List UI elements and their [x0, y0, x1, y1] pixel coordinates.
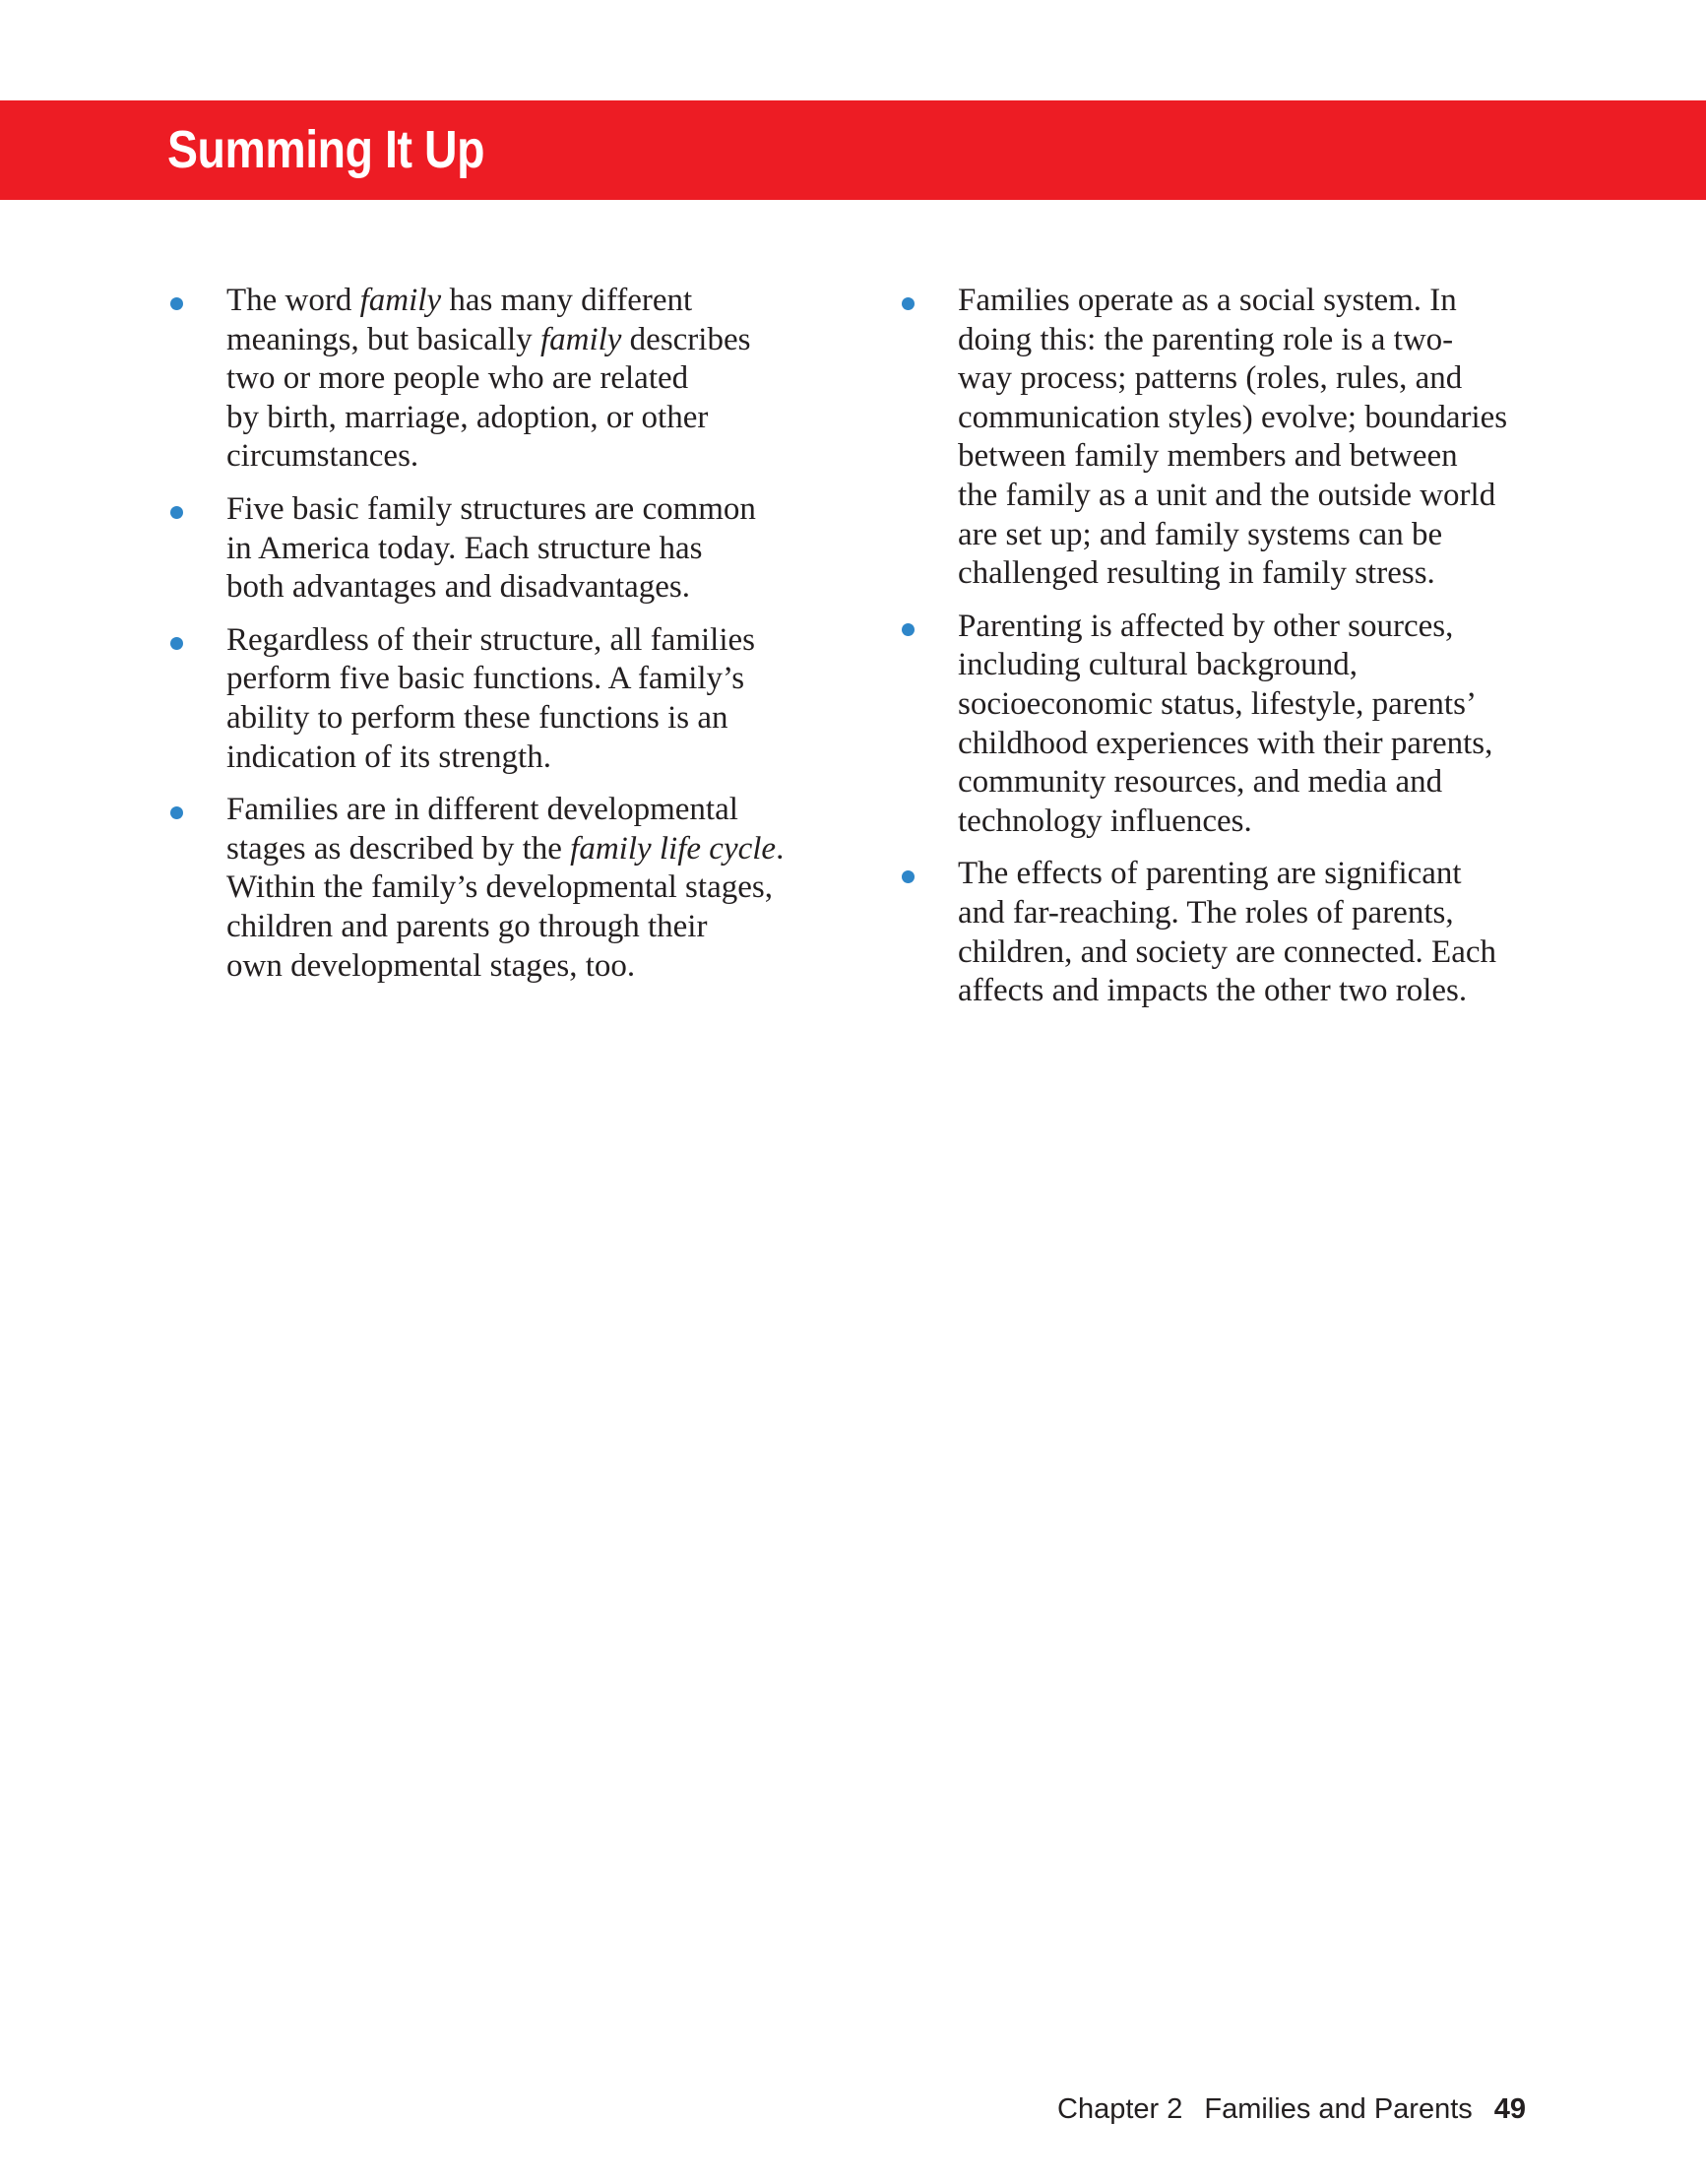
footer-chapter: Chapter 2 [1057, 2093, 1183, 2125]
footer-chapter-title: Families and Parents [1204, 2093, 1473, 2125]
page-title: Summing It Up [167, 120, 485, 179]
bullet-item [167, 621, 856, 777]
text-run: Five basic family structures are common [226, 490, 756, 527]
bullet-text [958, 282, 1588, 594]
text-run: Within the family’s developmental stages, [226, 869, 773, 906]
text-run: communication styles) evolve; boundaries [958, 399, 1508, 435]
text-run: Parenting is affected by other sources, [958, 608, 1454, 644]
text-run: Families operate as a social system. In [958, 283, 1457, 318]
bullet-text [958, 608, 1588, 842]
text-run: children, and society are connected. Each [958, 933, 1496, 970]
bullet-text [226, 621, 856, 777]
bullet-dot-icon [902, 870, 915, 883]
text-run: perform five basic functions. A family’s [226, 661, 745, 697]
text-line [226, 908, 856, 947]
text-run: affects and impacts the other two roles. [958, 973, 1468, 1009]
bullet-text [226, 490, 856, 608]
bullet-item [167, 490, 856, 608]
bullet-dot-icon [902, 297, 915, 310]
text-run: and far-reaching. The roles of parents, [958, 894, 1454, 931]
text-run: between family members and between [958, 438, 1458, 475]
bullet-dot-icon [170, 806, 183, 819]
text-run: ability to perform these functions is an [226, 699, 728, 736]
text-line [226, 739, 856, 778]
bullet-dot-icon [902, 623, 915, 636]
text-run: . [776, 830, 785, 867]
text-line [226, 868, 856, 908]
text-run: meanings, but basically [226, 321, 540, 357]
text-line [958, 359, 1588, 399]
text-run: in America today. Each structure has [226, 530, 703, 566]
text-line [958, 282, 1588, 321]
left-column [167, 282, 856, 999]
italic-term: family life cycle [570, 830, 777, 867]
text-run: own developmental stages, too. [226, 947, 636, 984]
page-footer [1057, 2091, 1526, 2127]
text-line [226, 568, 856, 608]
bullet-dot-icon [170, 297, 183, 310]
text-run: including cultural background, [958, 647, 1358, 683]
text-line [958, 516, 1588, 555]
text-run: doing this: the parenting role is a two- [958, 321, 1454, 357]
text-run: circumstances. [226, 438, 419, 475]
text-run: childhood experiences with their parents, [958, 725, 1493, 761]
text-line [958, 685, 1588, 725]
text-run: challenged resulting in family stress. [958, 555, 1435, 592]
bullet-text [958, 855, 1588, 1010]
italic-term: family [539, 321, 622, 357]
text-run: technology influences. [958, 803, 1252, 839]
text-run: children and parents go through their [226, 908, 708, 944]
bullet-item [167, 282, 856, 477]
text-run: the family as a unit and the outside world [958, 477, 1496, 513]
text-run: community resources, and media and [958, 764, 1443, 801]
text-run: by birth, marriage, adoption, or other [226, 399, 709, 435]
bullet-item [899, 855, 1588, 1010]
bullet-item [899, 282, 1588, 594]
text-line [958, 646, 1588, 685]
text-run: The effects of parenting are significant [958, 856, 1462, 892]
text-line [958, 855, 1588, 894]
text-line [958, 933, 1588, 973]
text-line [958, 399, 1588, 438]
text-line [226, 399, 856, 438]
text-run: The word [226, 283, 360, 318]
text-line [958, 972, 1588, 1011]
text-line [226, 530, 856, 569]
text-line [226, 830, 856, 869]
text-run: stages as described by the [226, 830, 571, 867]
bullet-dot-icon [170, 506, 183, 519]
text-run: indication of its strength. [226, 739, 551, 775]
text-run: socioeconomic status, lifestyle, parents’ [958, 685, 1477, 722]
text-run: both advantages and disadvantages. [226, 569, 691, 606]
text-line [958, 321, 1588, 360]
text-line [226, 321, 856, 360]
bullet-text [226, 791, 856, 986]
text-line [958, 763, 1588, 803]
text-line [958, 725, 1588, 764]
bullet-dot-icon [170, 637, 183, 650]
text-line [958, 437, 1588, 477]
text-run: way process; patterns (roles, rules, and [958, 360, 1463, 397]
bullet-item [899, 608, 1588, 842]
text-line [958, 894, 1588, 933]
text-run: has many different [441, 283, 693, 318]
text-line [958, 554, 1588, 594]
text-line [226, 621, 856, 661]
text-run: Families are in different developmental [226, 792, 738, 828]
text-line [226, 791, 856, 830]
bullet-text [226, 282, 856, 477]
text-line [226, 660, 856, 699]
text-run: describes [621, 321, 751, 357]
text-line [958, 803, 1588, 842]
text-run: are set up; and family systems can be [958, 516, 1443, 552]
text-line [958, 477, 1588, 516]
italic-term: family [359, 283, 442, 318]
title-banner [0, 100, 1706, 200]
bullet-item [167, 791, 856, 986]
text-line [958, 608, 1588, 647]
text-line [226, 359, 856, 399]
text-line [226, 282, 856, 321]
text-run: Regardless of their structure, all families [226, 621, 755, 658]
right-column [899, 282, 1588, 1025]
text-line [226, 490, 856, 530]
text-run: two or more people who are related [226, 360, 689, 397]
text-line [226, 699, 856, 739]
text-line [226, 437, 856, 477]
text-line [226, 947, 856, 987]
page-number: 49 [1493, 2093, 1527, 2125]
